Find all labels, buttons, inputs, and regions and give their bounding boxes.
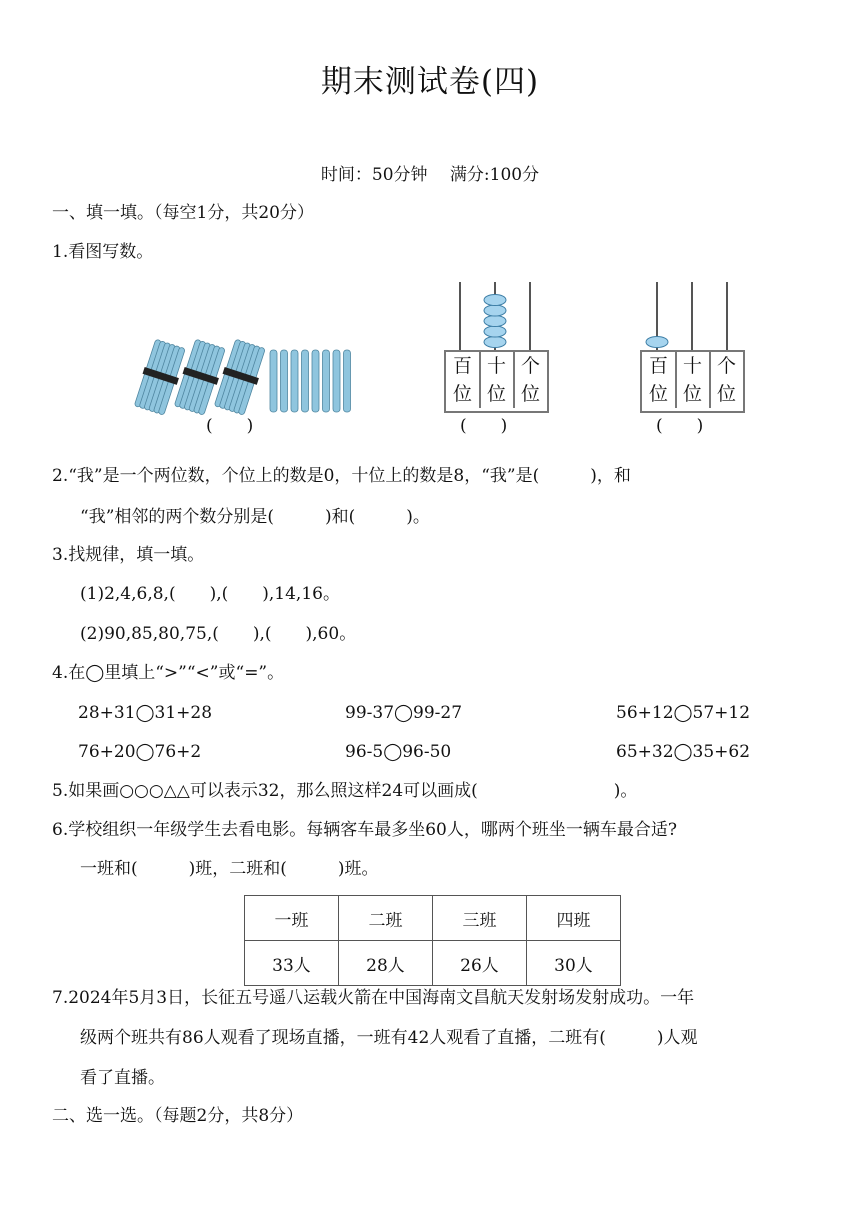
counting-sticks-figure [130, 338, 360, 420]
q7-line1: 7.2024年5月3日，长征五号遥八运载火箭在中国海南文昌航天发射场发射成功。一年 [52, 988, 695, 1008]
q6-line1: 6.学校组织一年级学生去看电影。每辆客车最多坐60人，哪两个班坐一辆车最合适? [52, 820, 677, 840]
abacus-bead [484, 316, 506, 327]
q4-item: 56+12◯57+12 [616, 703, 751, 723]
table-cell: 26人 [433, 941, 527, 986]
q4-text: 4.在◯里填上“>”“<”或“=”。 [52, 663, 285, 683]
label-ones: 个 位 [716, 355, 736, 405]
q1-blank-abacus-a: ( ) [460, 416, 508, 436]
label-hundreds: 百 位 [648, 355, 668, 405]
table-header-cell: 二班 [339, 896, 433, 941]
q5-text: 5.如果画○○○△△可以表示32，那么照这样24可以画成( )。 [52, 781, 638, 801]
page-title: 期末测试卷(四) [320, 64, 540, 100]
q1-blank-abacus-b: ( ) [656, 416, 704, 436]
table-header-row [245, 896, 621, 941]
q1-text: 1.看图写数。 [52, 242, 154, 262]
q2-line2: “我”相邻的两个数分别是( )和( )。 [80, 507, 430, 527]
q3-part1: (1)2,4,6,8,( ),( ),14,16。 [80, 584, 340, 604]
q7-line2: 级两个班共有86人观看了现场直播，一班有42人观看了直播，二班有( )人观 [80, 1028, 698, 1048]
single-stick [281, 350, 288, 412]
place-value-box-b [640, 350, 745, 413]
q7-line3: 看了直播。 [80, 1068, 165, 1088]
table-header-cell: 三班 [433, 896, 527, 941]
section2-heading: 二、选一选。（每题2分，共8分） [52, 1106, 304, 1126]
table-row [245, 941, 621, 986]
q3-part2: (2)90,85,80,75,( ),( ),60。 [80, 624, 357, 644]
q4-item: 28+31◯31+28 [78, 703, 213, 723]
single-stick [344, 350, 351, 412]
abacus-bead [646, 337, 668, 348]
table-cell: 33人 [245, 941, 339, 986]
table-header-cell: 一班 [245, 896, 339, 941]
q4-item: 96-5◯96-50 [345, 742, 452, 762]
abacus-bead [484, 295, 506, 306]
q1-blank-sticks: ( ) [206, 416, 254, 436]
single-stick [291, 350, 298, 412]
table-header-cell: 四班 [527, 896, 621, 941]
label-hundreds: 百 位 [452, 355, 472, 405]
single-stick [333, 350, 340, 412]
abacus-bead [484, 305, 506, 316]
class-size-table [244, 895, 621, 986]
label-ones: 个 位 [520, 355, 540, 405]
table-cell: 28人 [339, 941, 433, 986]
exam-meta: 时间：50分钟 满分:100分 [320, 165, 540, 185]
q3-text: 3.找规律，填一填。 [52, 545, 205, 565]
q4-item: 65+32◯35+62 [616, 742, 751, 762]
label-tens: 十 位 [682, 355, 702, 405]
place-value-box-a [444, 350, 549, 413]
single-stick [302, 350, 309, 412]
table-cell: 30人 [527, 941, 621, 986]
q6-line2: 一班和( )班，二班和( )班。 [80, 859, 379, 879]
q4-item: 76+20◯76+2 [78, 742, 202, 762]
single-stick [270, 350, 277, 412]
abacus-bead [484, 337, 506, 348]
q2-line1: 2.“我”是一个两位数，个位上的数是0，十位上的数是8，“我”是( )，和 [52, 466, 631, 486]
abacus-bead [484, 326, 506, 337]
q4-item: 99-37◯99-27 [345, 703, 463, 723]
section1-heading: 一、填一填。（每空1分，共20分） [52, 203, 314, 223]
single-stick [312, 350, 319, 412]
single-stick [323, 350, 330, 412]
label-tens: 十 位 [486, 355, 506, 405]
